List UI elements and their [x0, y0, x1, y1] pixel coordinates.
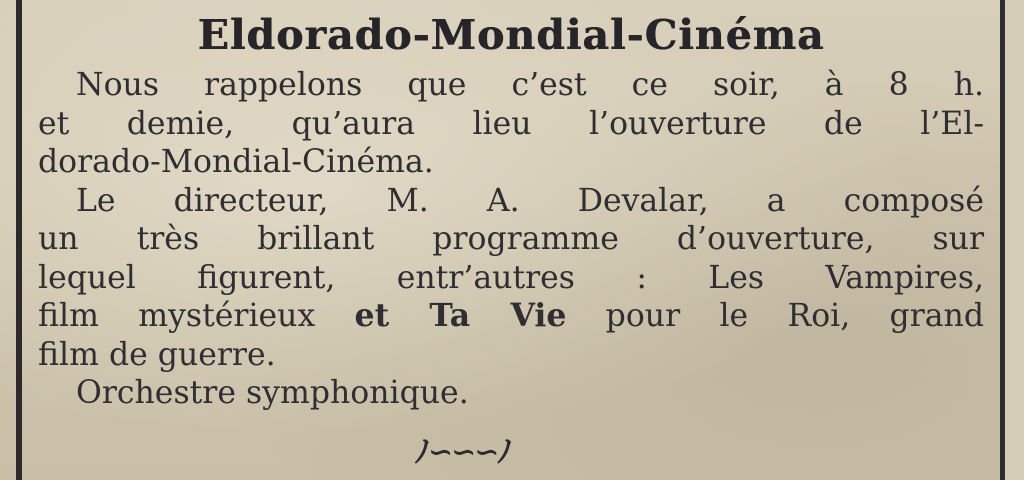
next-article-heading-cropped [38, 464, 984, 480]
film-title-bold: et Ta Vie [354, 297, 567, 334]
article-line-2: et demie, qu’aura lieu l’ouverture de l’El- [38, 105, 984, 142]
article-line-5: un très brillant programme d’ouverture, sur [38, 221, 984, 257]
article-line-7 [38, 297, 984, 336]
section-divider-ornament: ﾉ∽∽∽ﾉ [415, 435, 511, 470]
article-line-9: Orchestre symphonique. [76, 375, 469, 411]
article-line-1: Nous rappelons que c’est ce soir, à 8 h. [76, 67, 984, 103]
article-line-6: lequel figurent, entr’autres : Les Vampires, [38, 259, 984, 296]
article-title: Eldorado-Mondial-Cinéma [197, 11, 825, 59]
article-line-3: dorado-Mondial-Cinéma. [38, 144, 434, 180]
article-line-4: Le directeur, M. A. Devalar, a composé [76, 182, 984, 219]
line-7-end: pour le Roi, grand [566, 298, 985, 334]
paper-edge [1005, 0, 1024, 480]
left-column-rule [16, 0, 22, 480]
line-7-start: film mystérieux [38, 298, 355, 334]
article-line-8: film de guerre. [38, 336, 276, 373]
article [38, 4, 984, 413]
